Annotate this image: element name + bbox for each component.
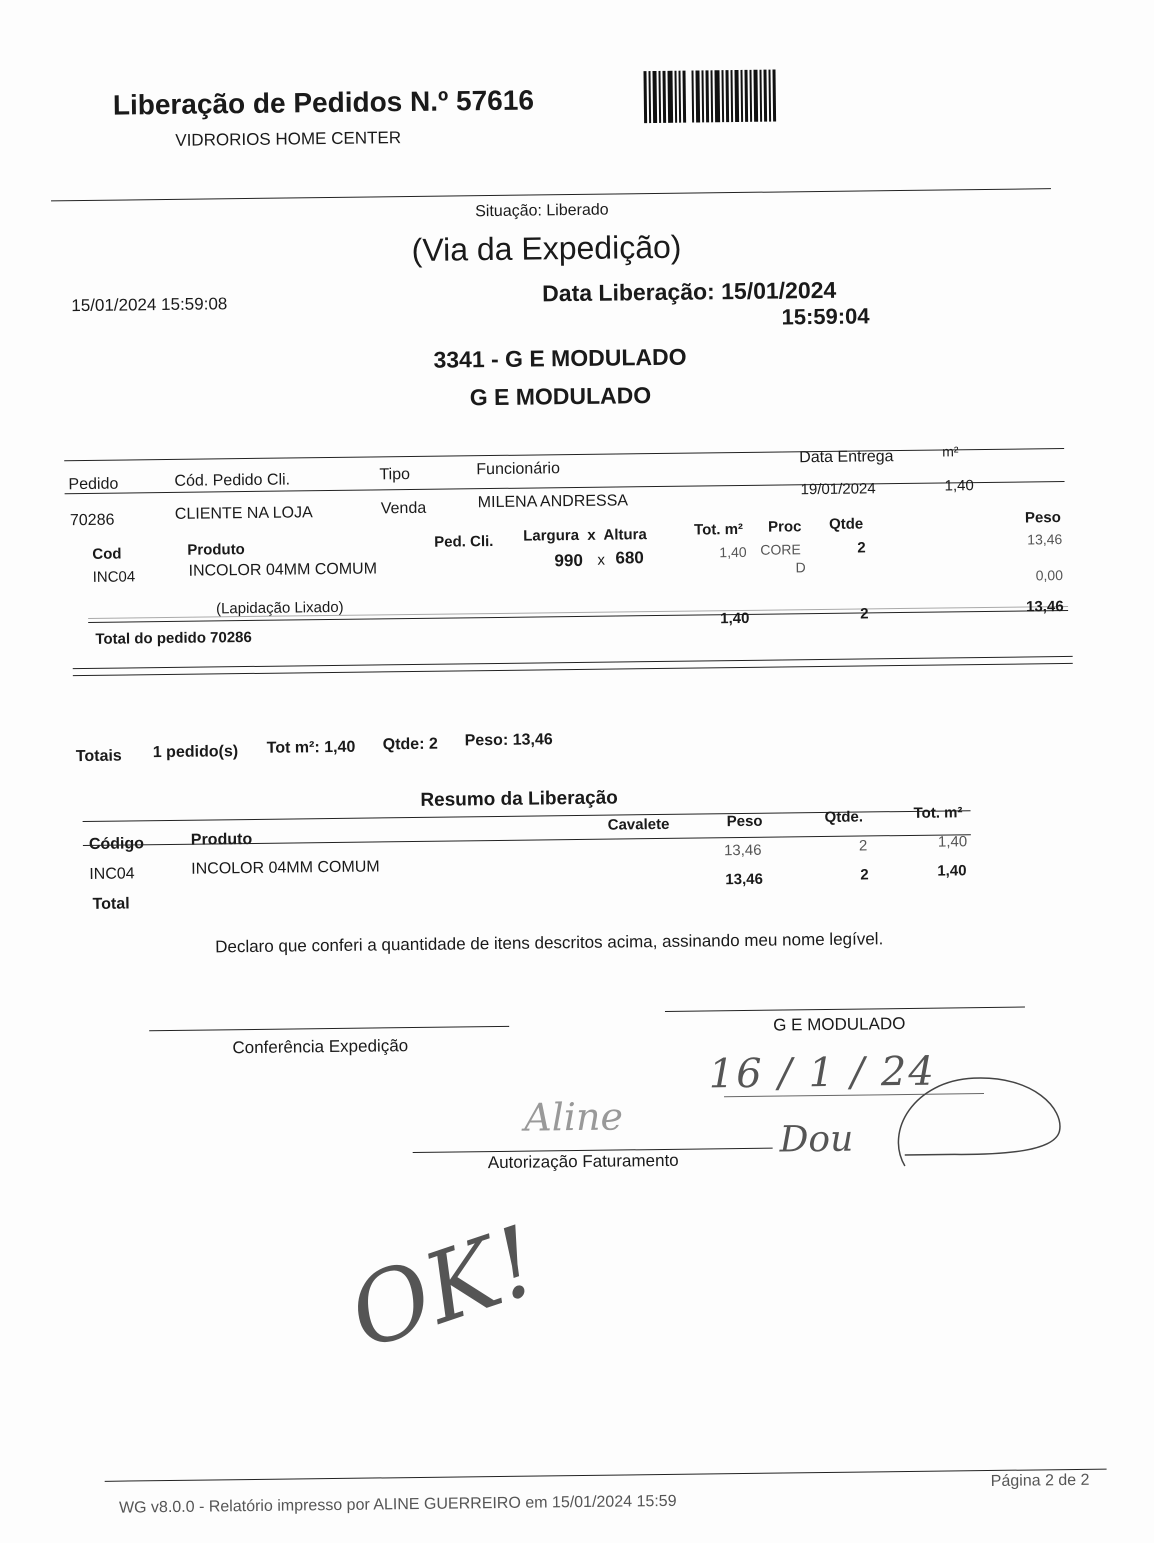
item-largura: 990	[554, 550, 583, 571]
resumo-row-peso: 13,46	[723, 841, 762, 860]
col-data-entrega: Data Entrega	[799, 448, 894, 467]
item-qtde: 2	[857, 539, 866, 557]
data-liberacao-date: 15/01/2024	[720, 276, 837, 305]
item-col-peso: Peso	[1024, 509, 1061, 527]
client-sign-label: G E MODULADO	[773, 1014, 906, 1035]
resumo-col-codigo: Código	[88, 835, 145, 853]
data-liberacao	[542, 277, 836, 308]
conferencia-label: Conferência Expedição	[232, 1036, 409, 1058]
company-name: VIDRORIOS HOME CENTER	[175, 128, 402, 150]
item-proc-2: D	[795, 559, 806, 576]
totais-qtde: Qtde: 2	[382, 735, 438, 754]
resumo-col-tot-m2: Tot. m²	[913, 804, 963, 822]
resumo-total-label: Total	[92, 895, 130, 913]
resumo-total-tot-m2: 1,40	[937, 862, 967, 880]
item-col-qtde: Qtde	[828, 515, 864, 533]
col-m2: m²	[942, 443, 959, 460]
resumo-col-produto: Produto	[190, 830, 253, 849]
order-total-tot-m2: 1,40	[720, 609, 750, 628]
resumo-row-codigo: INC04	[89, 865, 135, 883]
item-proc: CORE	[760, 541, 801, 558]
order-cod-pedido-cli: CLIENTE NA LOJA	[174, 504, 313, 523]
item-col-produto: Produto	[187, 541, 245, 559]
printed-at: 15/01/2024 15:59:08	[71, 294, 228, 316]
item-altura: 680	[615, 548, 644, 568]
divider	[73, 663, 1073, 676]
col-tipo: Tipo	[379, 466, 411, 484]
col-cod-pedido-cli: Cód. Pedido Cli.	[174, 471, 291, 490]
order-total-peso: 13,46	[1025, 598, 1064, 616]
order-m2: 1,40	[944, 477, 974, 495]
resumo-col-cavalete: Cavalete	[607, 815, 670, 834]
resumo-total-qtde: 2	[860, 866, 869, 884]
divider	[73, 656, 1073, 669]
client-line2: G E MODULADO	[469, 382, 652, 411]
item-col-proc: Proc	[767, 518, 802, 536]
handwritten-ok: OK!	[336, 1204, 551, 1372]
resumo-total-peso: 13,46	[725, 870, 764, 889]
item-produto: INCOLOR 04MM COMUM	[188, 560, 378, 580]
divider	[51, 188, 1051, 201]
item-col-ped-cli: Ped. Cli.	[434, 533, 494, 551]
resumo-row-tot-m2: 1,40	[937, 833, 968, 851]
signature-aline: Aline	[523, 1094, 624, 1140]
data-liberacao-label: Data Liberação:	[542, 278, 715, 307]
declaration: Declaro que conferi a quantidade de itens descritos acima, assinando meu nome legível.	[215, 929, 884, 957]
client-line1: 3341 - G E MODULADO	[433, 343, 687, 373]
footer-printed-by: WG v8.0.0 - Relatório impresso por ALINE GUERREIRO em 15/01/2024 15:59	[118, 1492, 677, 1517]
item-col-largura-altura: Largura x Altura	[523, 526, 647, 545]
totais-peso: Peso: 13,46	[464, 731, 553, 750]
order-total-qtde: 2	[860, 605, 869, 623]
situacao: Situação: Liberado	[475, 201, 609, 221]
resumo-col-qtde: Qtde.	[824, 808, 864, 826]
col-pedido: Pedido	[68, 475, 119, 494]
signature-client: Dou	[779, 1118, 854, 1161]
item-peso: 13,46	[1027, 531, 1063, 548]
item-cod: INC04	[92, 568, 136, 586]
totais-tot-m2: Tot m²: 1,40	[266, 738, 356, 757]
order-tipo: Venda	[380, 499, 427, 518]
item-tot-m2: 1,40	[719, 543, 747, 561]
signature-line	[149, 1026, 509, 1031]
handwritten-date: 16 / 1 / 24	[708, 1048, 937, 1098]
autorizacao-label: Autorização Faturamento	[487, 1150, 679, 1173]
barcode	[643, 69, 778, 123]
order-pedido: 70286	[69, 511, 115, 530]
resumo-title: Resumo da Liberação	[420, 787, 618, 811]
via-label: (Via da Expedição)	[411, 228, 682, 268]
resumo-row-produto: INCOLOR 04MM COMUM	[191, 858, 380, 878]
divider	[64, 448, 1064, 461]
footer-page: Página 2 de 2	[990, 1471, 1090, 1490]
item-obs: (Lapidação Lixado)	[215, 598, 344, 618]
order-funcionario: MILENA ANDRESSA	[477, 492, 629, 512]
order-data-entrega: 19/01/2024	[800, 480, 876, 499]
col-funcionario: Funcionário	[476, 460, 561, 479]
item-peso-2: 0,00	[1035, 567, 1064, 584]
item-col-cod: Cod	[92, 545, 122, 563]
signature-loop	[884, 1069, 1070, 1181]
signature-line	[665, 1007, 1025, 1012]
resumo-row-qtde: 2	[858, 837, 868, 855]
resumo-col-peso: Peso	[726, 812, 763, 831]
order-total-label: Total do pedido 70286	[95, 628, 252, 648]
divider	[105, 1469, 1107, 1482]
totais-pedidos: 1 pedido(s)	[152, 743, 239, 762]
data-liberacao-time: 15:59:04	[781, 303, 870, 330]
item-col-tot-m2: Tot. m²	[693, 520, 744, 539]
item-x: x	[597, 551, 606, 569]
document-title: Liberação de Pedidos N.º 57616	[112, 84, 535, 121]
totais-label: Totais	[75, 747, 122, 766]
